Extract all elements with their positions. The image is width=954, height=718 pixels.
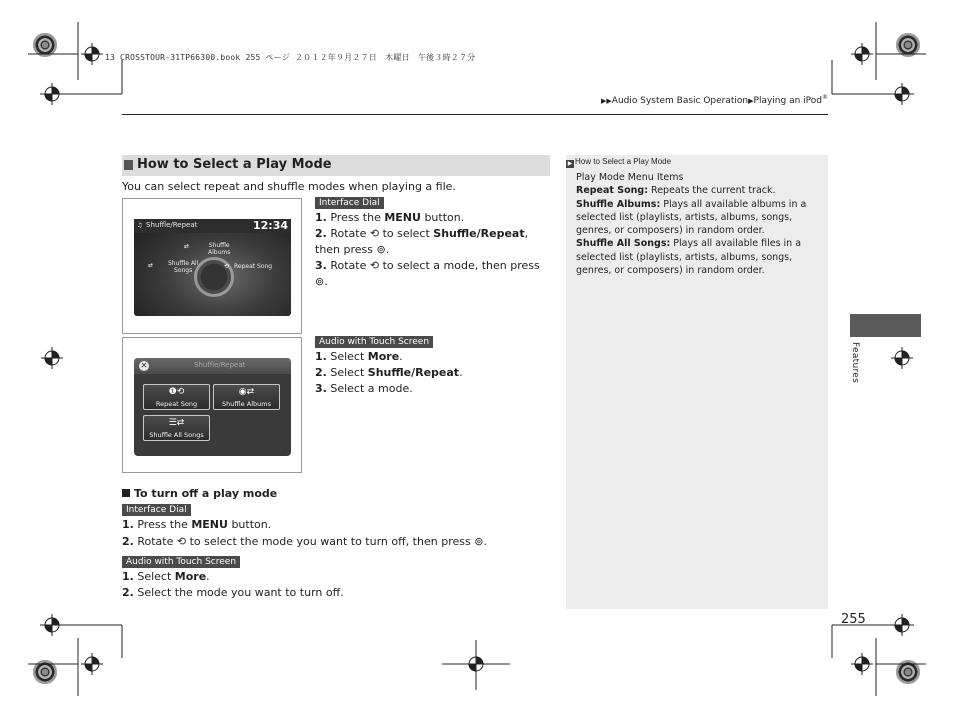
breadcrumb: [601, 94, 828, 106]
sidebar-term: Shuffle Albums:: [576, 198, 661, 210]
sidebar-term: Repeat Song:: [576, 185, 648, 197]
step-text: Press the: [330, 211, 385, 224]
touch-button-shuffle-all-songs: [143, 415, 210, 441]
sidebar-crumb: [566, 157, 671, 168]
step-bold: MENU: [384, 211, 421, 224]
button-label: Shuffle Albums: [222, 400, 271, 408]
touch-button-repeat-song: [143, 384, 210, 410]
step-text: to select the mode you want to turn off, then press: [186, 535, 475, 548]
sidebar-item: [576, 198, 822, 238]
touch-step-2: [315, 365, 551, 381]
shuffle-albums-icon: ⇄: [184, 243, 190, 250]
step-text: .: [206, 570, 210, 583]
step-number: 1.: [122, 518, 134, 531]
step-number: 1.: [315, 211, 327, 224]
chapter-tab: [850, 314, 921, 337]
dial-step-2: [315, 226, 551, 258]
touch-step-3: [315, 381, 551, 397]
section-intro: You can select repeat and shuffle modes when playing a file.: [122, 180, 456, 193]
step-text: to select a mode, then press: [379, 259, 540, 272]
step-text: .: [324, 275, 328, 288]
shuffle-all-icon: ☰⇄: [168, 418, 185, 428]
sidebar-crumb-text: How to Select a Play Mode: [575, 157, 672, 166]
step-text: .: [483, 535, 487, 548]
step-text: Select: [330, 350, 368, 363]
dial-press-icon: ⊚: [474, 535, 484, 548]
step-bold: More: [367, 350, 400, 363]
repeat-icon: ⟲: [224, 263, 230, 270]
step-text: , then press: [315, 227, 529, 256]
sidebar-desc: Plays all available files in a selected list (playlists, artists, albums, songs, genres, or composers) in random order.: [576, 238, 802, 277]
close-icon: ✕: [140, 361, 148, 370]
touch-display: [134, 358, 291, 456]
step-number: 2.: [122, 535, 134, 548]
sidebar-body: [576, 171, 822, 277]
sidebar-item: [576, 184, 822, 197]
step-text: Rotate: [330, 259, 370, 272]
file-header: 13 CROSSTOUR-31TP66300.book 255 ページ ２０１２年９月２７日 木曜日 午後３時２７分: [105, 53, 476, 62]
section-heading: [122, 155, 550, 176]
step-text: to select: [379, 227, 434, 240]
heading-square-icon: [124, 160, 133, 170]
dial-option-repeat-song: Repeat Song: [234, 263, 273, 270]
dial-press-icon: ⊚: [376, 243, 386, 256]
breadcrumb-section: Audio System Basic Operation: [611, 96, 749, 106]
dial-title-bar: [134, 219, 291, 233]
step-number: 1.: [315, 350, 327, 363]
step-number: 2.: [122, 586, 134, 599]
page-number: 255: [841, 612, 866, 627]
section-title: How to Select a Play Mode: [137, 157, 332, 172]
shuffle-albums-icon: ◉⇄: [238, 387, 255, 397]
touch-title-bar: [134, 358, 291, 374]
step-text: Select a mode.: [330, 382, 413, 395]
touch-screen-image: [122, 337, 302, 473]
sidebar-term: Shuffle All Songs:: [576, 238, 671, 250]
dial-option-shuffle-albums: Shuffle Albums: [208, 242, 231, 256]
chapter-tab-label: Features: [850, 342, 860, 384]
arrow-icon: ▶▶: [601, 97, 612, 105]
touch-step-1: [315, 349, 551, 365]
sidebar-desc: Plays all available albums in a selected list (playlists, artists, albums, songs, genres, or composers) in random order.: [576, 198, 807, 237]
dial-rotate-icon: ⟲: [176, 535, 187, 548]
sidebar-note: [566, 155, 828, 609]
step-text: button.: [227, 518, 272, 531]
shuffle-all-icon: ⇄: [148, 262, 154, 269]
repeat-icon: ❶⟲: [168, 387, 185, 397]
sidebar-item: [576, 237, 822, 277]
dial-step-3: [315, 258, 551, 290]
step-bold: MENU: [191, 518, 228, 531]
dial-display: [134, 219, 291, 316]
turn-off-touch-step-2: [122, 585, 552, 601]
step-text: Select: [330, 366, 368, 379]
interface-dial-screen-image: [122, 198, 302, 334]
interface-dial-tag: Interface Dial: [315, 197, 384, 209]
step-text: .: [459, 366, 463, 379]
dial-option-shuffle-all: Shuffle All Songs: [168, 260, 199, 274]
step-number: 2.: [315, 227, 327, 240]
turn-off-heading: [122, 487, 277, 500]
step-number: 2.: [315, 366, 327, 379]
turn-off-title: To turn off a play mode: [134, 487, 278, 500]
header-rule: [122, 114, 828, 115]
note-arrow-icon: ▶: [567, 161, 573, 167]
step-number: 3.: [315, 382, 327, 395]
step-text: Select: [137, 570, 175, 583]
touch-button-shuffle-albums: [213, 384, 280, 410]
step-text: Press the: [137, 518, 192, 531]
sidebar-desc: Repeats the current track.: [648, 185, 776, 197]
turn-off-touch-tag: Audio with Touch Screen: [122, 556, 240, 568]
step-number: 1.: [122, 570, 134, 583]
touch-screen-title: Shuffle/Repeat: [194, 361, 246, 369]
dial-clock: 12:34: [252, 219, 288, 232]
step-text: Rotate: [137, 535, 177, 548]
breadcrumb-page: Playing an iPod: [753, 96, 822, 106]
step-bold: Shuffle/Repeat: [433, 227, 525, 240]
step-text: Rotate: [330, 227, 370, 240]
button-label: Shuffle All Songs: [149, 431, 204, 439]
turn-off-touch-steps: [122, 569, 552, 601]
music-note-icon: ♫: [137, 222, 143, 229]
step-text: Select the mode you want to turn off.: [137, 586, 344, 599]
turn-off-dial-step-1: [122, 517, 552, 533]
step-number: 3.: [315, 259, 327, 272]
step-text: button.: [420, 211, 465, 224]
dial-rotate-icon: ⟲: [369, 259, 380, 272]
turn-off-dial-step-2: [122, 534, 552, 550]
interface-dial-steps: [315, 210, 551, 290]
arrow-icon: ▶: [748, 97, 754, 105]
touch-screen-tag: Audio with Touch Screen: [315, 336, 433, 348]
step-text: .: [385, 243, 390, 256]
turn-off-dial-tag: Interface Dial: [122, 504, 191, 516]
heading-square-icon: [122, 489, 130, 497]
touch-screen-steps: [315, 349, 551, 397]
dial-screen-title: Shuffle/Repeat: [146, 221, 198, 229]
dial-press-icon: ⊚: [315, 275, 325, 288]
button-label: Repeat Song: [155, 400, 198, 408]
turn-off-dial-steps: [122, 517, 552, 550]
sidebar-heading: Play Mode Menu Items: [576, 172, 684, 183]
dial-step-1: [315, 210, 551, 226]
turn-off-touch-step-1: [122, 569, 552, 585]
registered-mark: ®: [822, 94, 828, 101]
dial-rotate-icon: ⟲: [369, 227, 380, 240]
step-bold: More: [174, 570, 207, 583]
step-text: .: [399, 350, 403, 363]
step-bold: Shuffle/Repeat: [367, 366, 460, 379]
